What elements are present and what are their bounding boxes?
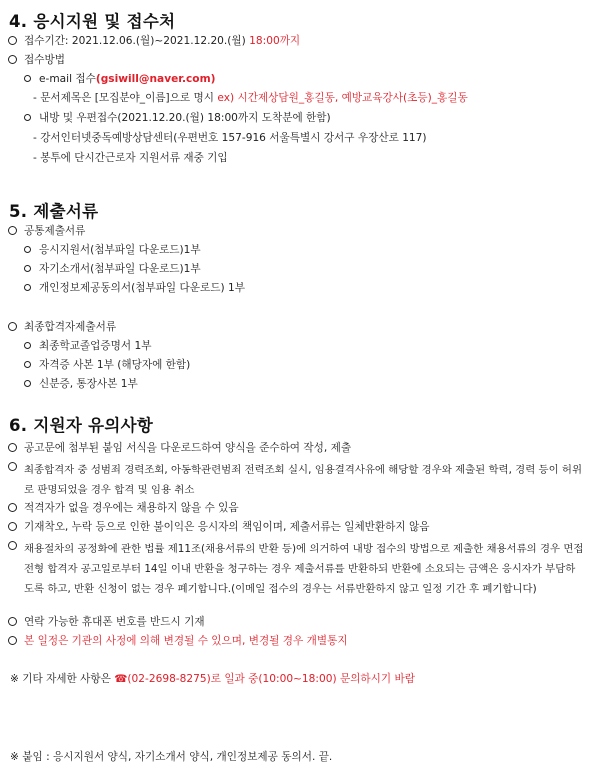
notice-text: 기재착오, 누락 등으로 인한 불이익은 응시자의 책임이며, 제출서류는 일체반환하지 않음 (24, 521, 430, 533)
circle-bullet-icon (8, 636, 17, 645)
circle-bullet-icon (8, 522, 17, 531)
period-time: 18:00까지 (249, 35, 301, 47)
notice-item (8, 460, 588, 500)
notice-item (8, 615, 205, 629)
attachment-line: ※ 붙임 : 응시지원서 양식, 자기소개서 양식, 개인정보제공 동의서. 끝. (10, 751, 333, 763)
final-docs-line (8, 320, 116, 334)
common-docs-line (8, 224, 85, 238)
notice-item (8, 520, 429, 534)
doc-title-example: ex) 시간제상담원_홍길동, 예방교육강사(초등)_홍길동 (217, 92, 468, 104)
final-doc-item (24, 377, 138, 391)
envelope-note-line: - 봉투에 단시간근로자 지원서류 재중 기입 (33, 152, 228, 164)
notice-item (8, 634, 348, 648)
small-circle-bullet-icon (24, 75, 31, 82)
section5-title: 5. 제출서류 (9, 202, 99, 221)
final-doc-item-label: 신분증, 통장사본 1부 (39, 378, 138, 390)
notice-text: 공고문에 첨부된 붙임 서식을 다운로드하여 양식을 준수하여 작성, 제출 (24, 442, 352, 454)
common-doc-item (24, 281, 245, 295)
notice-text: 최종합격자 중 성범죄 경력조회, 아동학관련범죄 전력조회 실시, 임용결격사유에 해당할 경우와 제출된 학력, 경력 등이 허위로 판명되었을 경우 합격 및 임용 취소 (24, 464, 583, 496)
notice-text: 본 일정은 기관의 사정에 의해 변경될 수 있으며, 변경될 경우 개별통지 (24, 635, 348, 647)
final-doc-item (24, 358, 190, 372)
small-circle-bullet-icon (24, 361, 31, 368)
common-doc-item-label: 자기소개서(첨부파일 다운로드)1부 (39, 263, 201, 275)
notice-item (8, 441, 351, 455)
doc-title-line (33, 91, 468, 105)
circle-bullet-icon (8, 503, 17, 512)
common-docs-label: 공통제출서류 (24, 225, 86, 237)
email-label: e-mail 접수 (39, 73, 96, 85)
final-doc-item-label: 자격증 사본 1부 (해당자에 한함) (39, 359, 191, 371)
final-docs-label: 최종합격자제출서류 (24, 321, 117, 333)
notice-text: 채용절차의 공정화에 관한 법률 제11조(채용서류의 반환 등)에 의거하여 내방 접수의 방법으로 제출한 채용서류의 경우 면접전형 합격자 공고일로부터 14일 이내 반환을 청구하는 경우 제출서류를 반환하되 반환에 소요되는 금액은 응시자가 부담하도록 하고, 반환 신청이 없는 경우 폐기합니다.(이메일 접수의 경우는 서류반환하지 않고 일정 기간 후 폐기합니다) (24, 543, 584, 595)
common-doc-item (24, 262, 201, 276)
circle-bullet-icon (8, 462, 17, 471)
circle-bullet-icon (8, 36, 17, 45)
section6-title: 6. 지원자 유의사항 (9, 416, 154, 435)
notice-text: 연락 가능한 휴대폰 번호를 반드시 기재 (24, 616, 205, 628)
contact-prefix: ※ 기타 자세한 사항은 (10, 673, 115, 685)
doc-title-label: - 문서제목은 [모집분야_이름]으로 명시 (33, 92, 218, 104)
visit-label: 내방 및 우편접수(2021.12.20.(월) 18:00까지 도착분에 한함) (39, 112, 331, 124)
method-line (8, 53, 65, 67)
small-circle-bullet-icon (24, 265, 31, 272)
circle-bullet-icon (8, 541, 17, 550)
method-label: 접수방법 (24, 54, 65, 66)
circle-bullet-icon (8, 443, 17, 452)
period-label: 접수기간: 2021.12.06.(월)~2021.12.20.(월) (24, 35, 250, 47)
contact-phone: ☎(02-2698-8275)로 일과 중(10:00~18:00) 문의하시기 바람 (114, 673, 415, 685)
notice-item (8, 539, 588, 599)
circle-bullet-icon (8, 55, 17, 64)
small-circle-bullet-icon (24, 284, 31, 291)
common-doc-item-label: 개인정보제공동의서(첨부파일 다운로드) 1부 (39, 282, 245, 294)
notice-item (8, 501, 239, 515)
small-circle-bullet-icon (24, 342, 31, 349)
section4-title: 4. 응시지원 및 접수처 (9, 12, 176, 31)
common-doc-item (24, 243, 201, 257)
email-address[interactable]: (gsiwill@naver.com) (95, 73, 216, 85)
address-line: - 강서인터넷중독예방상담센터(우편번호 157-916 서울특별시 강서구 우장산로 117) (33, 132, 427, 144)
final-doc-item-label: 최종학교졸업증명서 1부 (39, 340, 152, 352)
small-circle-bullet-icon (24, 114, 31, 121)
small-circle-bullet-icon (24, 246, 31, 253)
small-circle-bullet-icon (24, 380, 31, 387)
circle-bullet-icon (8, 617, 17, 626)
circle-bullet-icon (8, 322, 17, 331)
final-doc-item (24, 339, 151, 353)
common-doc-item-label: 응시지원서(첨부파일 다운로드)1부 (39, 244, 201, 256)
visit-line (24, 111, 331, 125)
circle-bullet-icon (8, 226, 17, 235)
period-line (8, 34, 300, 48)
notice-text: 적격자가 없을 경우에는 채용하지 않을 수 있음 (24, 502, 239, 514)
email-line (24, 72, 215, 86)
contact-line (10, 672, 415, 686)
